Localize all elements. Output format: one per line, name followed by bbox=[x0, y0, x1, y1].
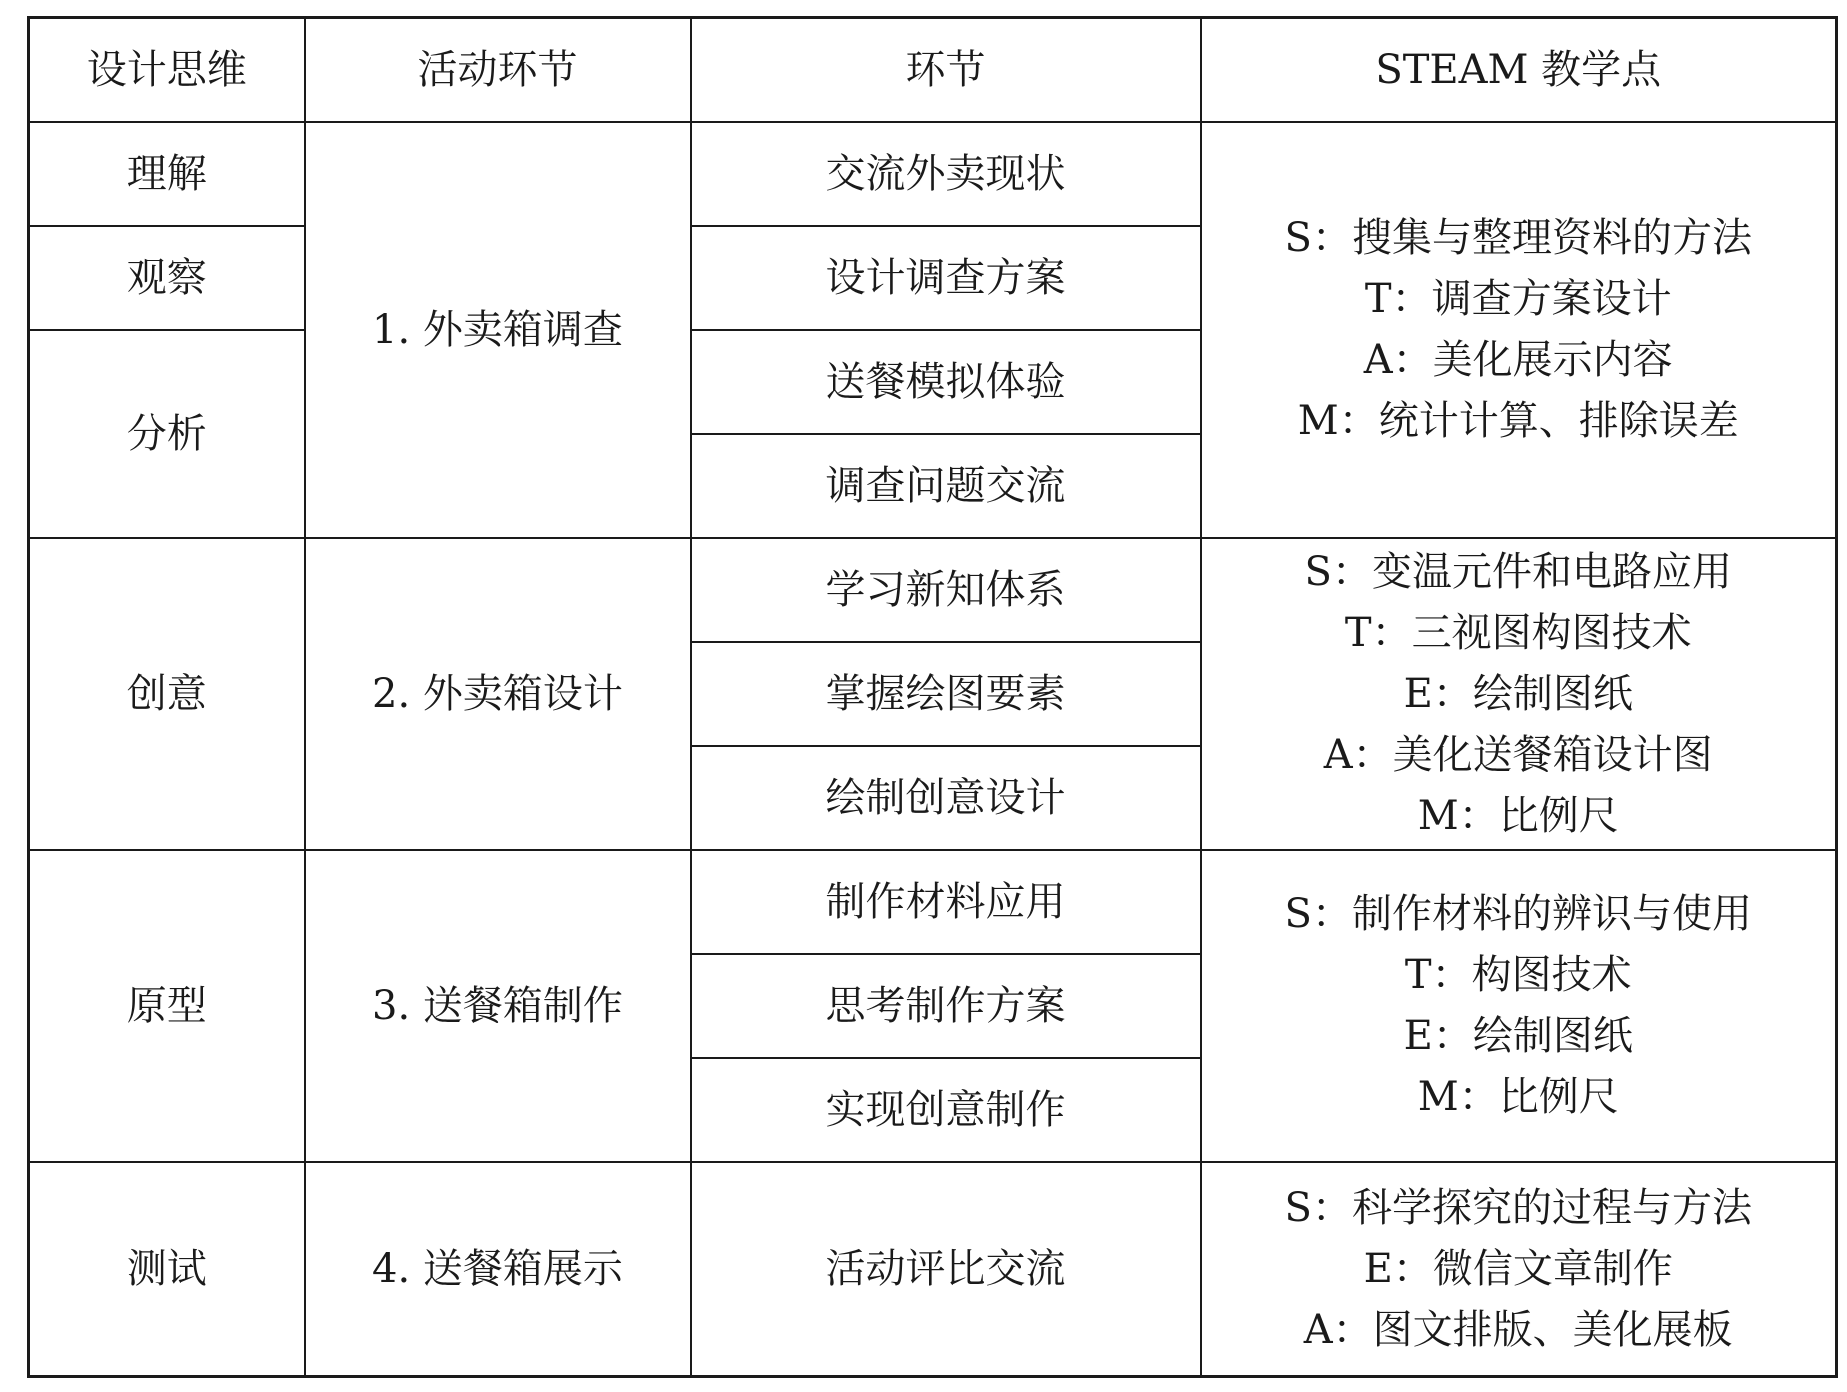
steam-line: S：科学探究的过程与方法 bbox=[1284, 1184, 1752, 1231]
steam-line: T：三视图构图技术 bbox=[1344, 609, 1692, 656]
steam-line: E：绘制图纸 bbox=[1403, 1013, 1633, 1059]
steam-line: T：调查方案设计 bbox=[1364, 276, 1672, 322]
thinking-understand: 理解 bbox=[29, 122, 305, 226]
thinking-creative: 创意 bbox=[29, 538, 305, 850]
stage-cell: 掌握绘图要素 bbox=[691, 642, 1201, 746]
steam-activity-table bbox=[27, 16, 1838, 1378]
steam-line: A：美化送餐箱设计图 bbox=[1323, 731, 1713, 778]
activity-3: 3. 送餐箱制作 bbox=[305, 850, 691, 1162]
activity-2: 2. 外卖箱设计 bbox=[305, 538, 691, 850]
stage-cell: 绘制创意设计 bbox=[691, 746, 1201, 850]
steam-line: S：搜集与整理资料的方法 bbox=[1284, 215, 1752, 261]
steam-line: E：微信文章制作 bbox=[1363, 1245, 1673, 1292]
stage-cell: 送餐模拟体验 bbox=[691, 330, 1201, 434]
stage-cell: 活动评比交流 bbox=[691, 1162, 1201, 1377]
steam-line: S：制作材料的辨识与使用 bbox=[1284, 891, 1752, 937]
thinking-observe: 观察 bbox=[29, 226, 305, 330]
activity-4: 4. 送餐箱展示 bbox=[305, 1162, 691, 1377]
steam-line: T：构图技术 bbox=[1404, 952, 1632, 998]
steam-line: M：统计计算、排除误差 bbox=[1297, 398, 1739, 444]
stage-cell: 交流外卖现状 bbox=[691, 122, 1201, 226]
steam-cell-1 bbox=[1201, 122, 1837, 538]
activity-1: 1. 外卖箱调查 bbox=[305, 122, 691, 538]
stage-cell: 思考制作方案 bbox=[691, 954, 1201, 1058]
header-activity: 活动环节 bbox=[305, 18, 691, 123]
table-row bbox=[29, 1162, 1837, 1377]
steam-line: A：图文排版、美化展板 bbox=[1303, 1306, 1733, 1353]
stage-cell: 调查问题交流 bbox=[691, 434, 1201, 538]
steam-line: E：绘制图纸 bbox=[1403, 670, 1633, 717]
table-row bbox=[29, 850, 1837, 954]
header-stage: 环节 bbox=[691, 18, 1201, 123]
steam-line: S：变温元件和电路应用 bbox=[1304, 548, 1732, 595]
table-row bbox=[29, 538, 1837, 642]
table-row bbox=[29, 122, 1837, 226]
table-header-row bbox=[29, 18, 1837, 123]
steam-cell-3 bbox=[1201, 850, 1837, 1162]
steam-line: M：比例尺 bbox=[1417, 792, 1619, 839]
thinking-test: 测试 bbox=[29, 1162, 305, 1377]
stage-cell: 实现创意制作 bbox=[691, 1058, 1201, 1162]
header-design-thinking: 设计思维 bbox=[29, 18, 305, 123]
steam-line: M：比例尺 bbox=[1417, 1074, 1619, 1120]
thinking-analyze: 分析 bbox=[29, 330, 305, 538]
steam-cell-4 bbox=[1201, 1162, 1837, 1377]
steam-cell-2 bbox=[1201, 538, 1837, 850]
thinking-prototype: 原型 bbox=[29, 850, 305, 1162]
header-steam-points: STEAM 教学点 bbox=[1201, 18, 1837, 123]
stage-cell: 学习新知体系 bbox=[691, 538, 1201, 642]
stage-cell: 制作材料应用 bbox=[691, 850, 1201, 954]
stage-cell: 设计调查方案 bbox=[691, 226, 1201, 330]
steam-line: A：美化展示内容 bbox=[1363, 337, 1673, 383]
